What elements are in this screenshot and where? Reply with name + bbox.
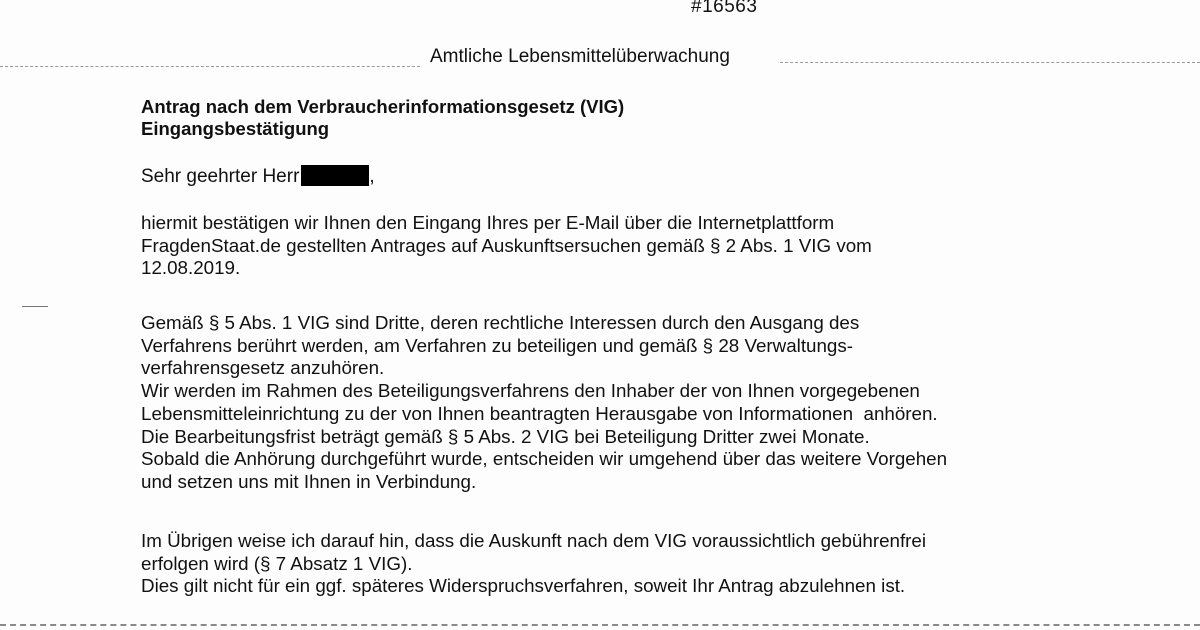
scan-artifact-line	[780, 62, 1200, 63]
authority-name: Amtliche Lebensmittelüberwachung	[430, 46, 730, 67]
text-line: Verfahrens berührt werden, am Verfahren zu beteiligen und gemäß § 28 Verwaltungs-	[141, 334, 854, 356]
text-line: FragdenStaat.de gestellten Antrages auf Auskunftsersuchen gemäß § 2 Abs. 1 VIG vom	[141, 234, 872, 256]
subject-line: Antrag nach dem Verbraucherinformationsgesetz (VIG)	[141, 96, 625, 117]
text-line: 12.08.2019.	[141, 257, 241, 279]
text-line: Im Übrigen weise ich darauf hin, dass die Auskunft nach dem VIG voraussichtlich gebührenfrei	[141, 530, 927, 551]
subject-line: Eingangsbestätigung	[141, 118, 330, 139]
text-line: Gemäß § 5 Abs. 1 VIG sind Dritte, deren rechtliche Interessen durch den Ausgang des	[141, 312, 860, 333]
text-line: erfolgen wird (§ 7 Absatz 1 VIG).	[141, 552, 413, 574]
salutation-comma: ,	[369, 166, 375, 187]
salutation-text: Sehr geehrter Herr	[141, 166, 300, 187]
reference-number: #16563	[691, 0, 758, 17]
scan-artifact-line	[0, 66, 420, 67]
redaction-box	[301, 165, 369, 186]
paragraph-fees	[141, 530, 926, 598]
salutation	[141, 165, 375, 188]
text-line: verfahrensgesetz anzuhören.	[141, 357, 385, 379]
scan-artifact-line	[0, 624, 1200, 626]
paragraph-confirmation	[141, 212, 872, 280]
text-line: Wir werden im Rahmen des Beteiligungsverfahrens den Inhaber der von Ihnen vorgegebenen	[141, 380, 920, 402]
text-line: Sobald die Anhörung durchgeführt wurde, entscheiden wir umgehend über das weitere Vorgehen	[141, 448, 948, 470]
text-line: Die Bearbeitungsfrist beträgt gemäß § 5 Abs. 2 VIG bei Beteiligung Dritter zwei Monate.	[141, 425, 870, 447]
text-line: Dies gilt nicht für ein ggf. späteres Widerspruchsverfahren, soweit Ihr Antrag abzulehnen ist.	[141, 575, 906, 597]
text-line: Lebensmitteleinrichtung zu der von Ihnen beantragten Herausgabe von Informationen anhören.	[141, 402, 938, 424]
text-line: und setzen uns mit Ihnen in Verbindung.	[141, 470, 477, 492]
text-line: hiermit bestätigen wir Ihnen den Eingang Ihres per E-Mail über die Internetplattform	[141, 212, 835, 233]
paragraph-procedure	[141, 312, 947, 494]
subject-heading	[141, 96, 624, 140]
margin-mark	[22, 306, 48, 307]
